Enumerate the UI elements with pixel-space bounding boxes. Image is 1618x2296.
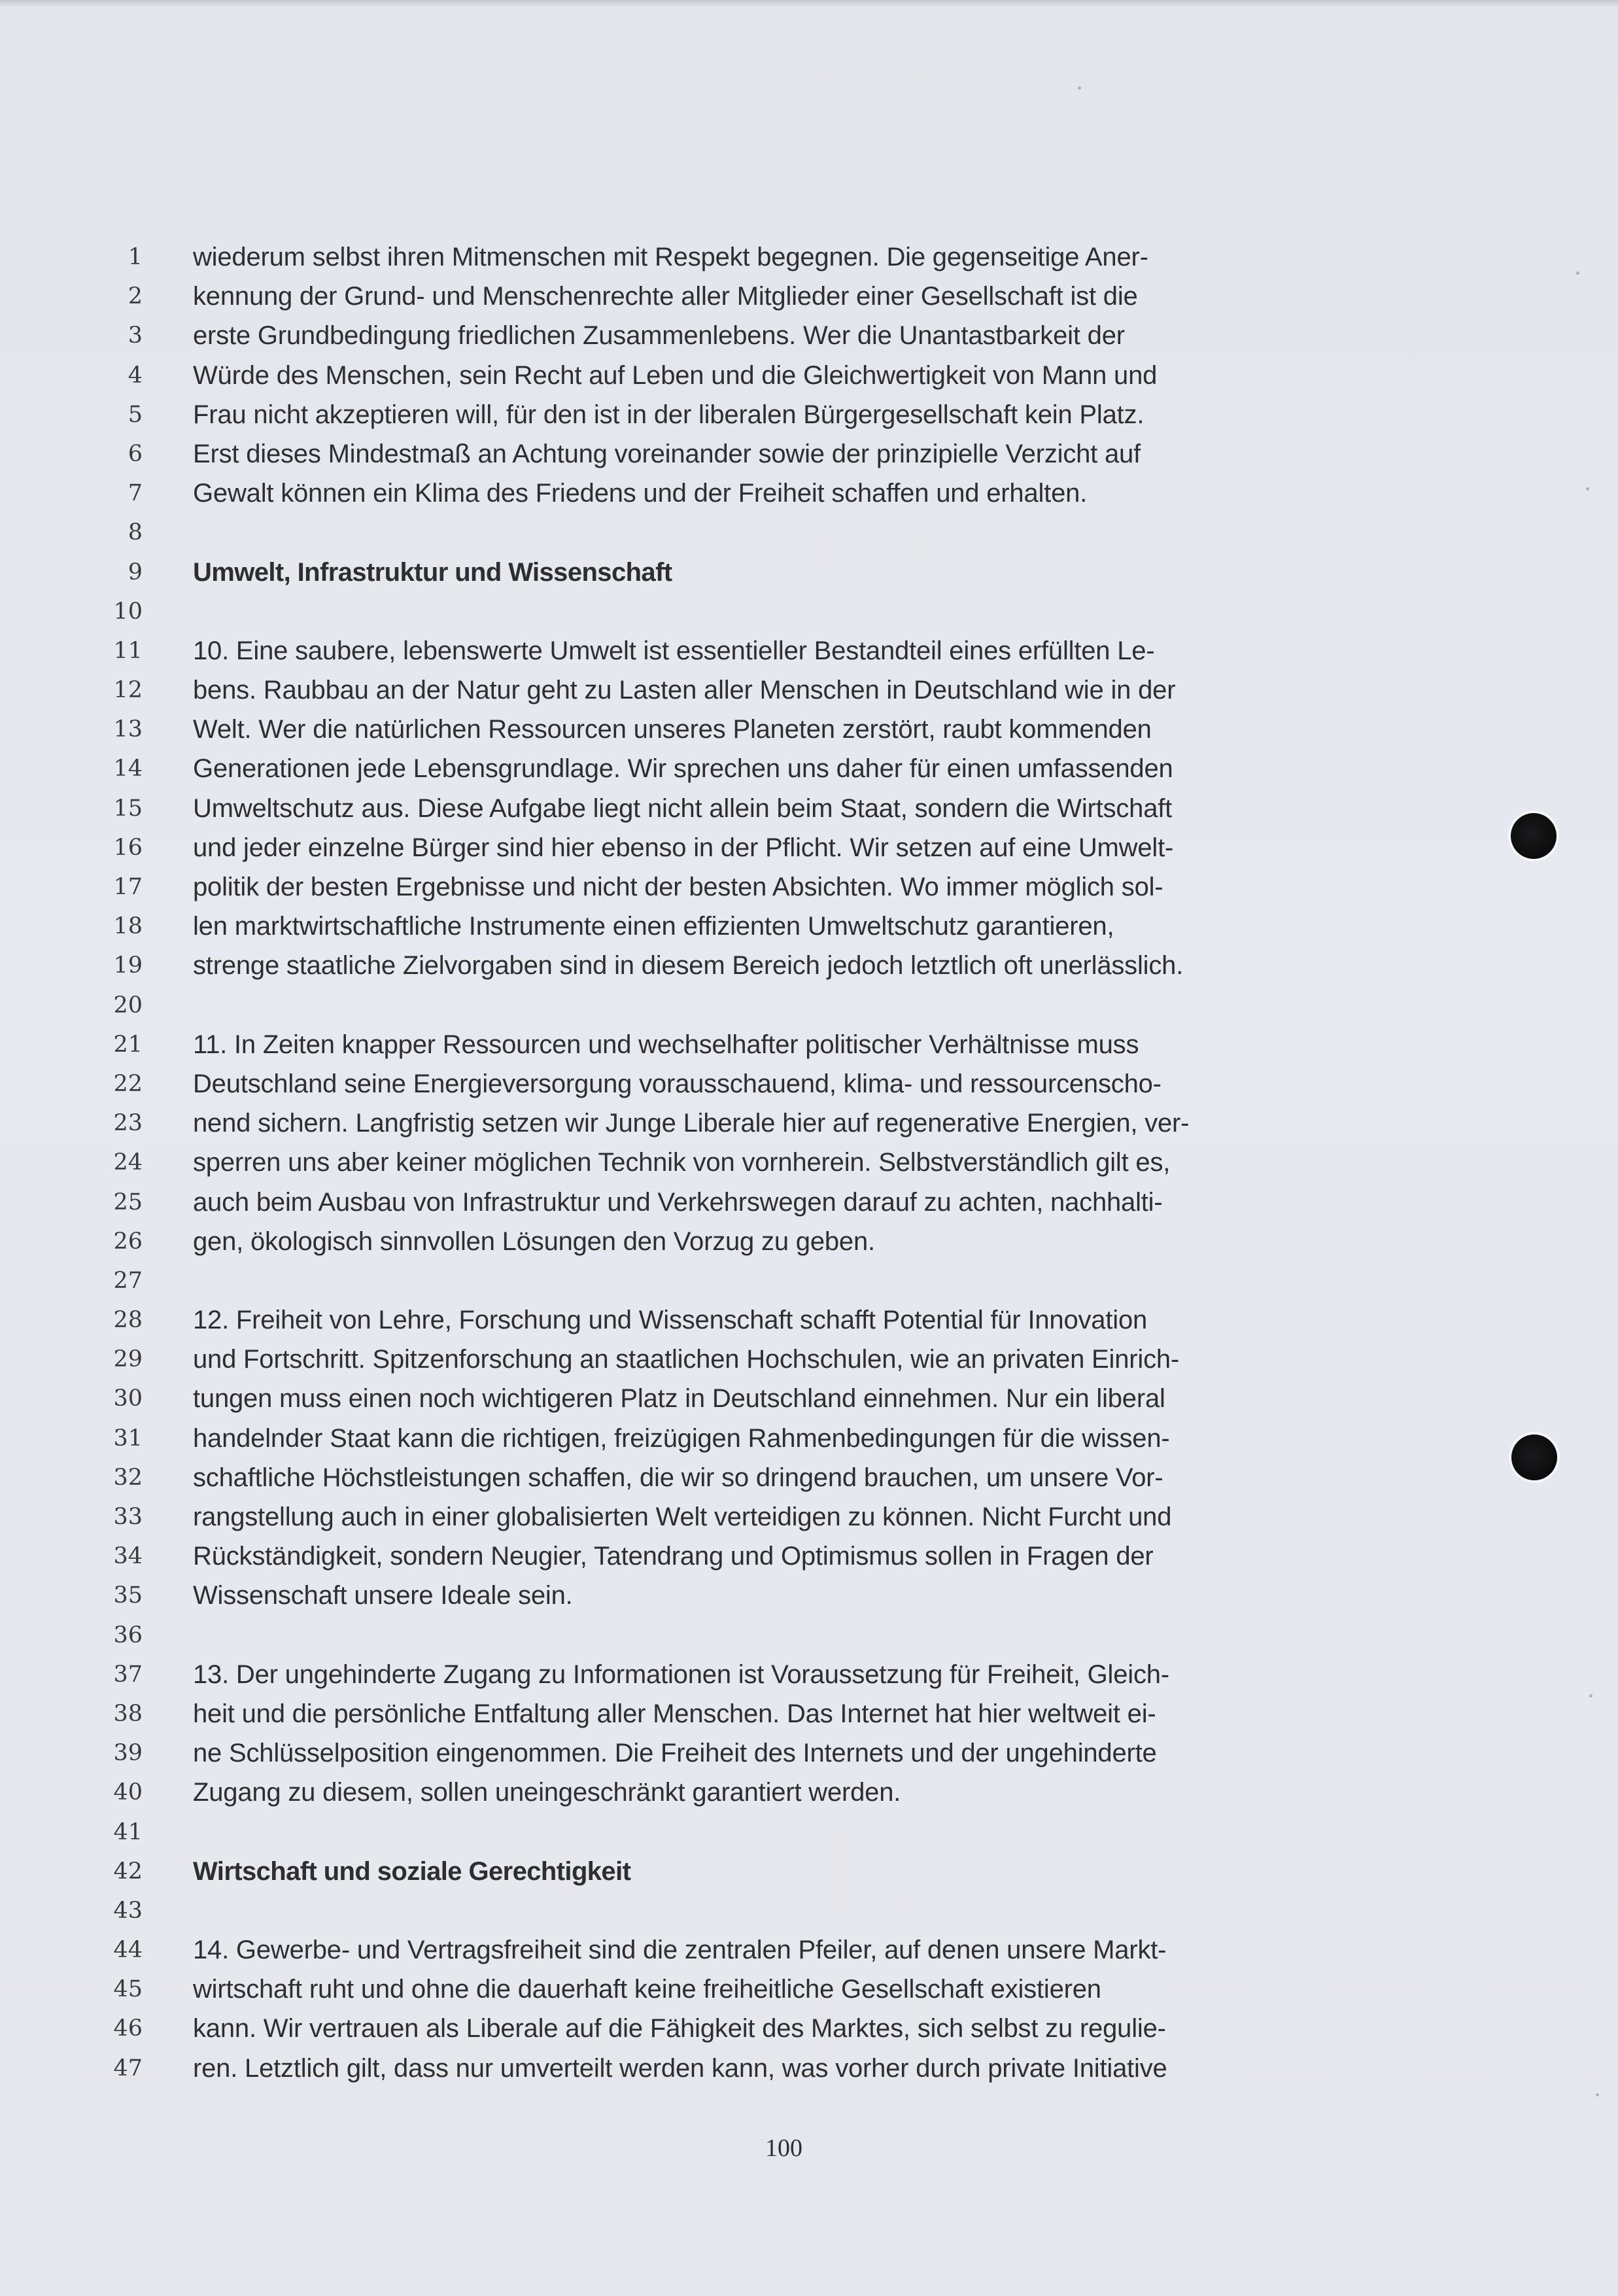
line-text: und jeder einzelne Bürger sind hier ebenso in der Pflicht. Wir setzen auf eine Umwelt- [193,833,1174,862]
line-number: 43 [113,1897,143,1924]
line-number: 6 [128,440,143,467]
line-number: 28 [113,1307,143,1334]
line-text: handelnder Staat kann die richtigen, freizügigen Rahmenbedingungen für die wissen- [193,1423,1170,1453]
blank-line [98,513,1406,552]
text-line [98,1183,1406,1222]
line-number: 39 [113,1740,143,1767]
text-line [98,395,1406,434]
blank-line [98,1813,1406,1852]
line-number: 9 [128,559,143,585]
numbered-text-body [98,237,1406,2088]
line-text: Rückständigkeit, sondern Neugier, Tatendrang und Optimismus sollen in Fragen der [193,1542,1154,1571]
text-line [98,749,1406,788]
text-line [98,1379,1406,1418]
line-number: 34 [113,1543,143,1570]
line-text: gen, ökologisch sinnvollen Lösungen den Vorzug zu geben. [193,1226,875,1256]
line-text: politik der besten Ergebnisse und nicht der besten Absichten. Wo immer möglich sol- [193,873,1163,901]
text-line [98,1930,1406,1970]
line-text: nend sichern. Langfristig setzen wir Junge Liberale hier auf regenerative Energien, ver- [193,1109,1190,1138]
line-number: 15 [113,795,143,822]
scan-speck [1586,487,1589,491]
line-number: 24 [113,1149,143,1176]
line-number: 37 [113,1661,143,1688]
text-line [98,670,1406,710]
line-number: 21 [113,1031,143,1058]
text-line [98,1340,1406,1379]
line-number: 1 [128,244,143,270]
line-text: tungen muss einen noch wichtigeren Platz in Deutschland einnehmen. Nur ein liberal [193,1384,1165,1414]
line-number: 11 [113,637,143,664]
line-number: 26 [113,1228,143,1255]
line-number: 23 [113,1110,143,1137]
text-line [98,1064,1406,1104]
line-number: 16 [113,834,143,861]
line-number: 2 [128,283,143,310]
line-text: wirtschaft ruht und ohne die dauerhaft keine freiheitliche Gesellschaft existieren [193,1975,1101,2004]
line-text: auch beim Ausbau von Infrastruktur und Verkehrswegen darauf zu achten, nachhalti- [193,1187,1163,1217]
line-number: 17 [113,874,143,900]
line-text: 13. Der ungehinderte Zugang zu Informationen ist Voraussetzung für Freiheit, Gleich- [193,1660,1169,1689]
text-line [98,1025,1406,1064]
line-number: 19 [113,952,143,979]
line-number: 12 [113,677,143,704]
line-text: 12. Freiheit von Lehre, Forschung und Wissenschaft schafft Potential für Innovation [193,1306,1148,1335]
line-number: 44 [113,1937,143,1964]
text-line [98,356,1406,395]
text-line [98,434,1406,474]
scan-speck [1078,86,1081,90]
line-text: Frau nicht akzeptieren will, für den ist in der liberalen Bürgergesellschaft kein Platz. [193,400,1145,429]
line-text: Erst dieses Mindestmaß an Achtung voreinander sowie der prinzipielle Verzicht auf [193,439,1141,468]
text-line [98,946,1406,985]
line-number: 33 [113,1504,143,1530]
line-number: 20 [113,992,143,1018]
line-number: 14 [113,756,143,782]
page-top-edge [0,0,1618,7]
line-text: erste Grundbedingung friedlichen Zusammenlebens. Wer die Unantastbarkeit der [193,321,1125,351]
line-text: Welt. Wer die natürlichen Ressourcen unseres Planeten zerstört, raubt kommenden [193,715,1152,744]
text-line [98,1537,1406,1576]
line-text: 11. In Zeiten knapper Ressourcen und wechselhafter politischer Verhältnisse muss [193,1030,1139,1059]
line-text: und Fortschritt. Spitzenforschung an staatlichen Hochschulen, wie an privaten Einrich- [193,1345,1180,1374]
line-text: Generationen jede Lebensgrundlage. Wir sprechen uns daher für einen umfassenden [193,754,1173,784]
text-line [98,1773,1406,1812]
text-line [98,1733,1406,1773]
line-number: 36 [113,1622,143,1648]
line-number: 10 [113,598,143,625]
text-line [98,1143,1406,1182]
text-line [98,867,1406,907]
line-number: 32 [113,1464,143,1491]
line-text: ne Schlüsselposition eingenommen. Die Freiheit des Internets und der ungehinderte [193,1739,1157,1768]
text-line [98,828,1406,867]
section-heading: Wirtschaft und soziale Gerechtigkeit [193,1856,631,1886]
text-line [98,1458,1406,1497]
text-line [98,474,1406,513]
section-heading: Umwelt, Infrastruktur und Wissenschaft [193,557,672,587]
line-number: 46 [113,2015,143,2042]
line-number: 29 [113,1346,143,1373]
text-line [98,1300,1406,1340]
text-line [98,2009,1406,2048]
blank-line [98,592,1406,631]
section-heading-line [98,553,1406,592]
line-text: 10. Eine saubere, lebenswerte Umwelt ist essentieller Bestandteil eines erfüllten Le- [193,636,1155,665]
blank-line [98,1616,1406,1655]
line-text: rangstellung auch in einer globalisierten Welt verteidigen zu können. Nicht Furcht und [193,1503,1172,1531]
text-line [98,277,1406,316]
text-line [98,1497,1406,1537]
line-text: Wissenschaft unsere Ideale sein. [193,1581,573,1610]
line-number: 4 [128,362,143,389]
blank-line [98,986,1406,1025]
line-text: 14. Gewerbe- und Vertragsfreiheit sind die zentralen Pfeiler, auf denen unsere Markt- [193,1936,1167,1965]
line-number: 7 [128,480,143,507]
text-line [98,316,1406,355]
text-line [98,1104,1406,1143]
line-number: 18 [113,913,143,940]
line-number: 5 [128,401,143,428]
line-text: heit und die persönliche Entfaltung aller Menschen. Das Internet hat hier weltweit ei- [193,1699,1156,1728]
line-number: 30 [113,1385,143,1412]
line-number: 41 [113,1818,143,1845]
line-text: Deutschland seine Energieversorgung vorausschauend, klima- und ressourcenscho- [193,1069,1162,1098]
line-text: Gewalt können ein Klima des Friedens und der Freiheit schaffen und erhalten. [193,479,1088,508]
line-number: 3 [128,322,143,349]
line-number: 47 [113,2055,143,2081]
text-line [98,1694,1406,1733]
line-text: bens. Raubbau an der Natur geht zu Lasten aller Menschen in Deutschland wie in der [193,676,1176,705]
line-text: len marktwirtschaftliche Instrumente einen effizienten Umweltschutz garantieren, [193,912,1114,941]
text-line [98,1222,1406,1261]
text-line [98,1576,1406,1615]
line-number: 13 [113,716,143,743]
text-line [98,789,1406,828]
text-line [98,631,1406,670]
line-number: 22 [113,1070,143,1097]
scan-speck [1576,271,1579,275]
section-heading-line [98,1852,1406,1891]
line-text: Umweltschutz aus. Diese Aufgabe liegt nicht allein beim Staat, sondern die Wirtschaft [193,793,1173,823]
page-number: 100 [765,2134,802,2162]
text-line [98,2049,1406,2088]
line-text: kann. Wir vertrauen als Liberale auf die Fähigkeit des Marktes, sich selbst zu regulie- [193,2014,1166,2044]
punch-hole-icon [1511,813,1557,859]
blank-line [98,1891,1406,1930]
line-text: wiederum selbst ihren Mitmenschen mit Respekt begegnen. Die gegenseitige Aner- [193,243,1148,271]
punch-hole-icon [1511,1435,1557,1480]
text-line [98,237,1406,277]
line-number: 8 [128,519,143,546]
line-number: 27 [113,1267,143,1294]
line-text: sperren uns aber keiner möglichen Technik von vornherein. Selbstverständlich gilt es, [193,1148,1171,1177]
scan-speck [1596,2093,1599,2096]
line-text: strenge staatliche Zielvorgaben sind in diesem Bereich jedoch letztlich oft unerlässlich. [193,951,1184,981]
text-line [98,1970,1406,2009]
line-number: 35 [113,1582,143,1609]
text-line [98,1655,1406,1694]
line-number: 25 [113,1189,143,1215]
text-line [98,1419,1406,1458]
blank-line [98,1261,1406,1300]
line-number: 45 [113,1976,143,2003]
scan-speck [1589,1694,1592,1697]
line-text: Zugang zu diesem, sollen uneingeschränkt garantiert werden. [193,1778,901,1807]
line-number: 42 [113,1858,143,1885]
line-number: 38 [113,1700,143,1727]
text-line [98,907,1406,946]
line-number: 31 [113,1425,143,1452]
line-number: 40 [113,1779,143,1806]
line-text: ren. Letztlich gilt, dass nur umverteilt werden kann, was vorher durch private Initiative [193,2053,1167,2083]
line-text: kennung der Grund- und Menschenrechte aller Mitglieder einer Gesellschaft ist die [193,282,1138,311]
text-line [98,710,1406,749]
line-text: schaftliche Höchstleistungen schaffen, die wir so dringend brauchen, um unsere Vor- [193,1463,1163,1492]
line-text: Würde des Menschen, sein Recht auf Leben und die Gleichwertigkeit von Mann und [193,360,1158,390]
